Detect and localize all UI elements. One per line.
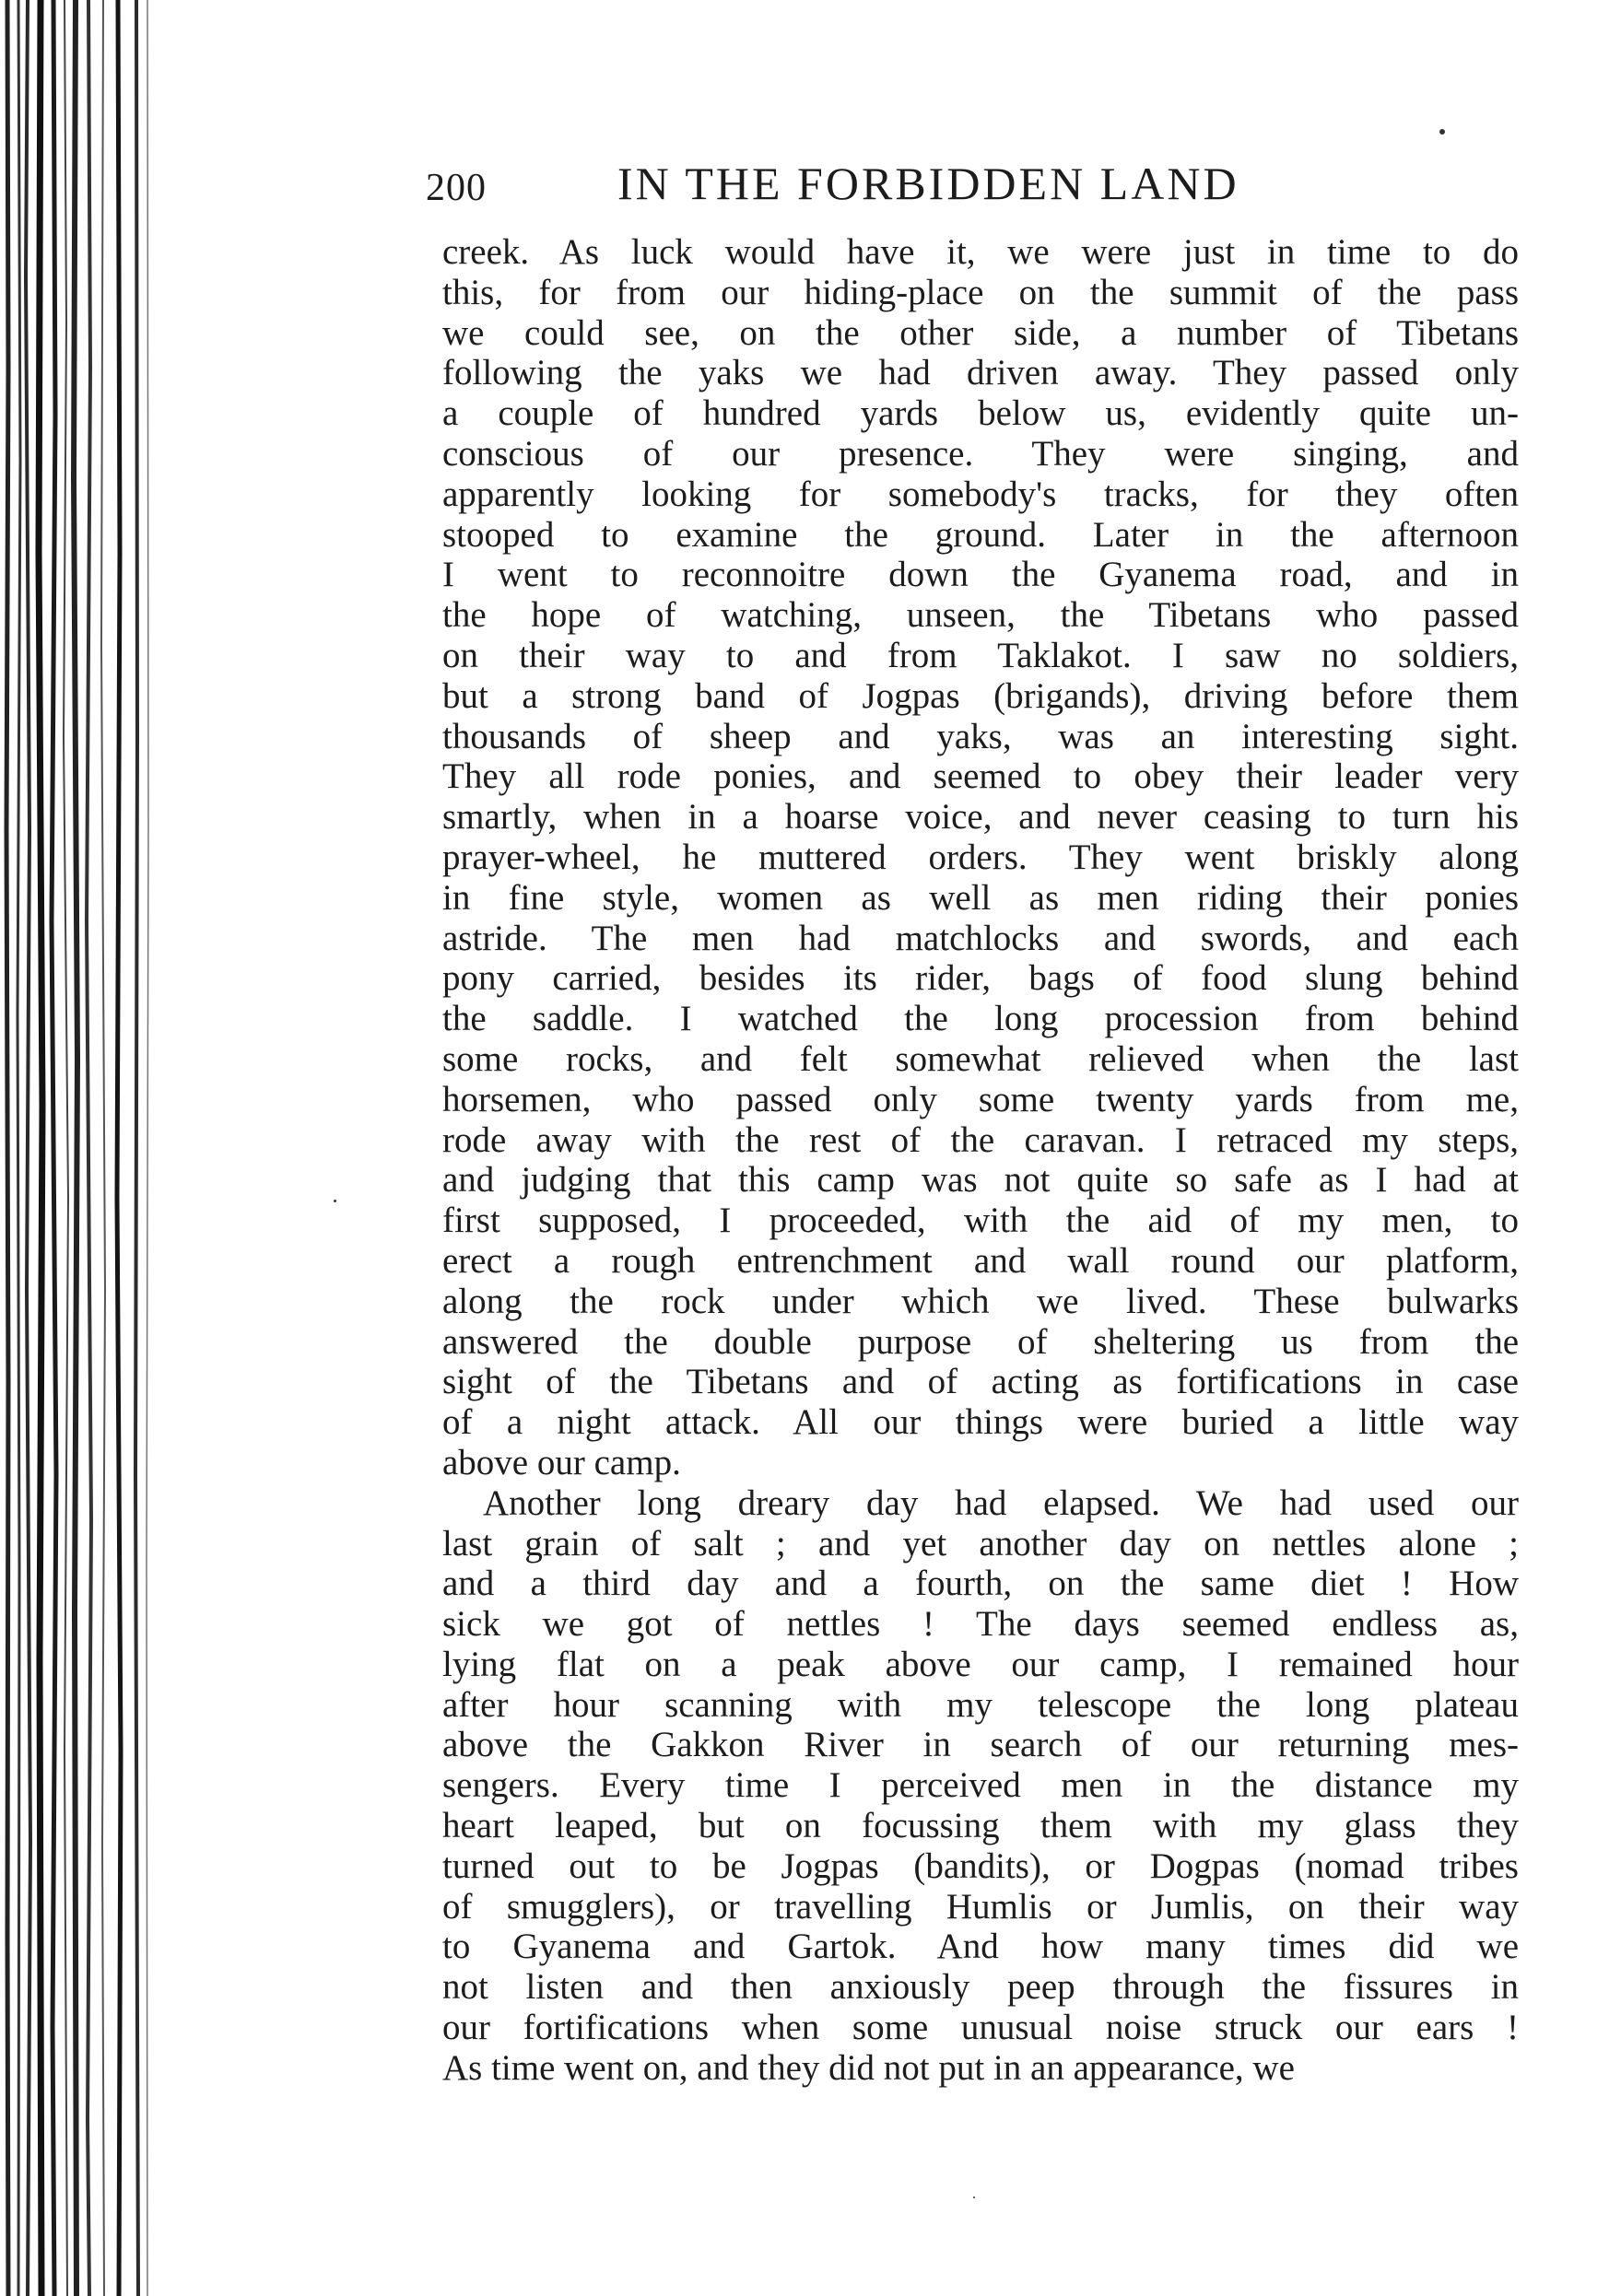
text-line: prayer-wheel, he muttered orders. They went briskly along (442, 837, 1519, 877)
text-line: we could see, on the other side, a number of Tibetans (442, 312, 1519, 353)
page-header (426, 155, 1421, 219)
page-number: 200 (426, 167, 487, 209)
text-line: on their way to and from Taklakot. I saw no soldiers, (442, 635, 1519, 675)
text-line: some rocks, and felt somewhat relieved when the last (442, 1038, 1519, 1079)
text-line: sick we got of nettles ! The days seemed endless as, (442, 1604, 1519, 1645)
text-line: creek. As luck would have it, we were just in time to do (442, 232, 1519, 272)
text-line: turned out to be Jogpas (bandits), or Dogpas (nomad tribes (442, 1845, 1519, 1886)
text-line: and judging that this camp was not quite so safe as I had at (442, 1160, 1519, 1201)
text-line: sight of the Tibetans and of acting as fortifications in case (442, 1362, 1519, 1402)
text-line: astride. The men had matchlocks and swords, and each (442, 918, 1519, 958)
text-line: in fine style, women as well as men riding their ponies (442, 877, 1519, 918)
text-line: this, for from our hiding-place on the summit of the pass (442, 272, 1519, 312)
body-text (442, 232, 1519, 2089)
text-line: but a strong band of Jogpas (brigands), driving before them (442, 675, 1519, 716)
text-line: They all rode ponies, and seemed to obey their leader very (442, 756, 1519, 797)
text-line: of smugglers), or travelling Humlis or Jumlis, on their way (442, 1886, 1519, 1927)
scanned-binding-edge (0, 0, 157, 2296)
text-line: As time went on, and they did not put in an appearance, we (442, 2047, 1295, 2088)
text-line: our fortifications when some unusual noise struck our ears ! (442, 2008, 1519, 2048)
running-title: IN THE FORBIDDEN LAND (617, 158, 1239, 209)
text-line: above our camp. (442, 1442, 681, 1482)
text-line: following the yaks we had driven away. They passed only (442, 353, 1519, 393)
text-line: smartly, when in a hoarse voice, and never ceasing to turn his (442, 797, 1519, 838)
text-line: answered the double purpose of sheltering us from the (442, 1321, 1519, 1362)
text-line: to Gyanema and Gartok. And how many times did we (442, 1927, 1519, 1967)
text-line: horsemen, who passed only some twenty yards from me, (442, 1079, 1519, 1119)
text-line: the saddle. I watched the long procession from behind (442, 999, 1519, 1039)
text-line: and a third day and a fourth, on the same diet ! How (442, 1564, 1519, 1604)
text-line: pony carried, besides its rider, bags of food slung behind (442, 958, 1519, 999)
text-line: a couple of hundred yards below us, evidently quite un- (442, 393, 1519, 434)
text-line: after hour scanning with my telescope the long plateau (442, 1684, 1519, 1725)
scan-speck (1439, 129, 1445, 135)
text-line: along the rock under which we lived. These bulwarks (442, 1281, 1519, 1321)
text-line: stooped to examine the ground. Later in the afternoon (442, 514, 1519, 555)
text-line: of a night attack. All our things were buried a little way (442, 1402, 1519, 1443)
text-line: apparently looking for somebody's tracks, for they often (442, 474, 1519, 514)
text-line: thousands of sheep and yaks, was an interesting sight. (442, 716, 1519, 756)
text-line: Another long dreary day had elapsed. We had used our (483, 1482, 1519, 1523)
text-line: sengers. Every time I perceived men in the distance my (442, 1765, 1519, 1806)
text-line: not listen and then anxiously peep through the fissures in (442, 1967, 1519, 2008)
text-line: the hope of watching, unseen, the Tibetans who passed (442, 595, 1519, 636)
text-line: last grain of salt ; and yet another day on nettles alone ; (442, 1523, 1519, 1564)
text-line: conscious of our presence. They were singing, and (442, 433, 1519, 474)
text-line: erect a rough entrenchment and wall round our platform, (442, 1240, 1519, 1281)
text-line: above the Gakkon River in search of our returning mes- (442, 1725, 1519, 1765)
text-line: first supposed, I proceeded, with the aid of my men, to (442, 1201, 1519, 1241)
scan-speck (334, 1200, 336, 1202)
text-line: lying flat on a peak above our camp, I remained hour (442, 1644, 1519, 1684)
text-line: I went to reconnoitre down the Gyanema road, and in (442, 555, 1519, 595)
scan-speck (973, 2196, 975, 2198)
text-line: heart leaped, but on focussing them with my glass they (442, 1806, 1519, 1846)
text-line: rode away with the rest of the caravan. I retraced my steps, (442, 1119, 1519, 1160)
